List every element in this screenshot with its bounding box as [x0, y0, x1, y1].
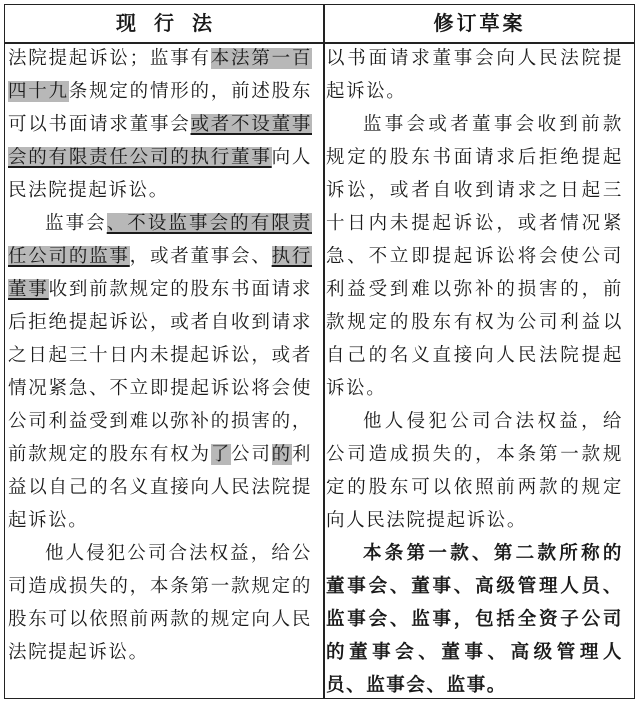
- revised-draft-paragraph-1: 以书面请求董事会向人民法院提起诉讼。: [326, 48, 623, 102]
- text-run: 条规定的情形的，前述股东可以书面请求董事会: [8, 81, 312, 135]
- current-law-column: [8, 42, 312, 669]
- revised-draft-paragraph-2: 监事会或者董事会收到前款规定的股东书面请求后拒绝提起诉讼，或者自收到请求之日起三十日内未提起诉讼，或者情况紧急、不立即提起诉讼将会使公司利益受到难以弥补的损害的，前款规定的股东有权为公司利益以自己的名义直接向人民法院提起诉讼。: [326, 114, 623, 399]
- highlighted-text: 本法第一百四十九: [8, 48, 312, 102]
- header-revised-draft: 修订草案: [433, 11, 526, 35]
- highlighted-underlined-text: 、不设监事会的有限责任公司的监事: [8, 213, 312, 267]
- text-run: 公司: [231, 444, 272, 465]
- current-law-paragraph-2: [8, 207, 312, 537]
- text-run: 收到前款规定的股东书面请求后拒绝提起诉讼，或者自收到请求之日起三十日内未提起诉讼，或者情况紧急、不立即提起诉讼将会使公司利益受到难以弥补的损害的，前款规定的股东有权为: [8, 279, 312, 465]
- text-run: 监事会: [45, 213, 107, 234]
- highlighted-text: 了: [210, 444, 232, 465]
- column-divider: [323, 5, 325, 698]
- text-run: 向人民法院提起诉讼。: [8, 147, 312, 201]
- text-run: ，或者董事会、: [129, 246, 272, 267]
- header-current-law: 现行法: [116, 11, 230, 35]
- revised-draft-paragraph-4-new: 本条第一款、第二款所称的董事会、董事、高级管理人员、监事会、监事，包括全资子公司的董事会、董事、高级管理人员、监事会、监事。: [326, 543, 623, 696]
- revised-draft-column: [326, 42, 623, 702]
- current-law-paragraph-3: 他人侵犯公司合法权益，给公司造成损失的，本条第一款规定的股东可以依照前两款的规定向人民法院提起诉讼。: [8, 543, 312, 663]
- highlighted-text: 的: [271, 444, 292, 465]
- highlighted-underlined-text: 执行董事: [8, 246, 313, 300]
- highlighted-underlined-text: 或者不设董事会的有限责任公司的执行董事: [8, 114, 312, 168]
- revised-draft-paragraph-3: 他人侵犯公司合法权益，给公司造成损失的，本条第一款规定的股东可以依照前两款的规定向人民法院提起诉讼。: [326, 411, 623, 531]
- text-run: 利益以自己的名义直接向人民法院提起诉讼。: [8, 444, 312, 531]
- text-run: 法院提起诉讼；监事有: [8, 48, 211, 69]
- current-law-paragraph-1: [8, 42, 312, 207]
